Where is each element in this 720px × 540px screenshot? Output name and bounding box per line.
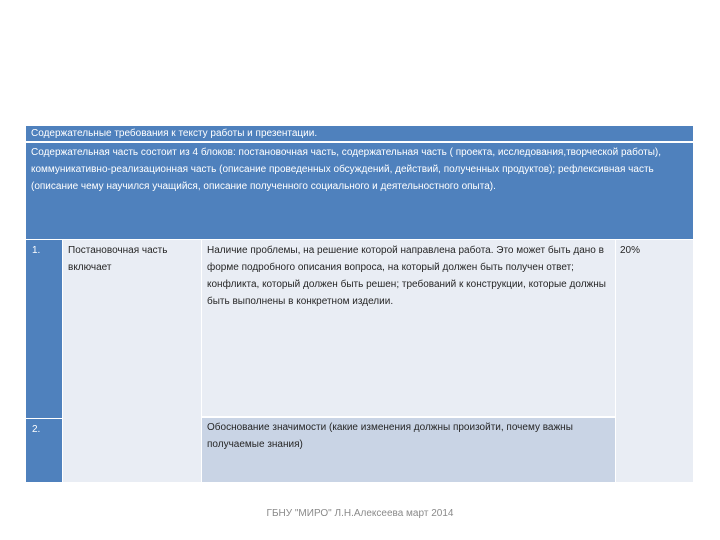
row-number-2: 2. bbox=[26, 418, 62, 482]
row-number-1: 1. bbox=[26, 240, 62, 418]
table-header-description: Содержательная часть состоит из 4 блоков: постановочная часть, содержательная часть ( проекта, исследования,творческой работы), коммуникативно-реализационная часть (описание проведенных обсуждений, действий, полученных продуктов); рефлексивная часть (описание чему научился учащийся, описание полученного социального и деятельностного опыта). bbox=[26, 143, 693, 239]
row-1-description: Наличие проблемы, на решение которой направлена работа. Это может быть дано в форме подробного описания вопроса, на который должен быть получен ответ; конфликта, который должен быть решен; требований к конструкции, которые должны быть выполнены в конкретном изделии. bbox=[202, 240, 615, 416]
row-2-description: Обоснование значимости (какие изменения должны произойти, почему важны получаемые знания) bbox=[202, 418, 615, 482]
slide-footer: ГБНУ "МИРО" Л.Н.Алексеева март 2014 bbox=[266, 508, 454, 519]
row-1-percent: 20% bbox=[616, 240, 693, 482]
table-header-title: Содержательные требования к тексту работы и презентации. bbox=[26, 126, 693, 142]
row-1-section-label: Постановочная часть включает bbox=[63, 240, 201, 482]
requirements-table bbox=[26, 126, 693, 482]
